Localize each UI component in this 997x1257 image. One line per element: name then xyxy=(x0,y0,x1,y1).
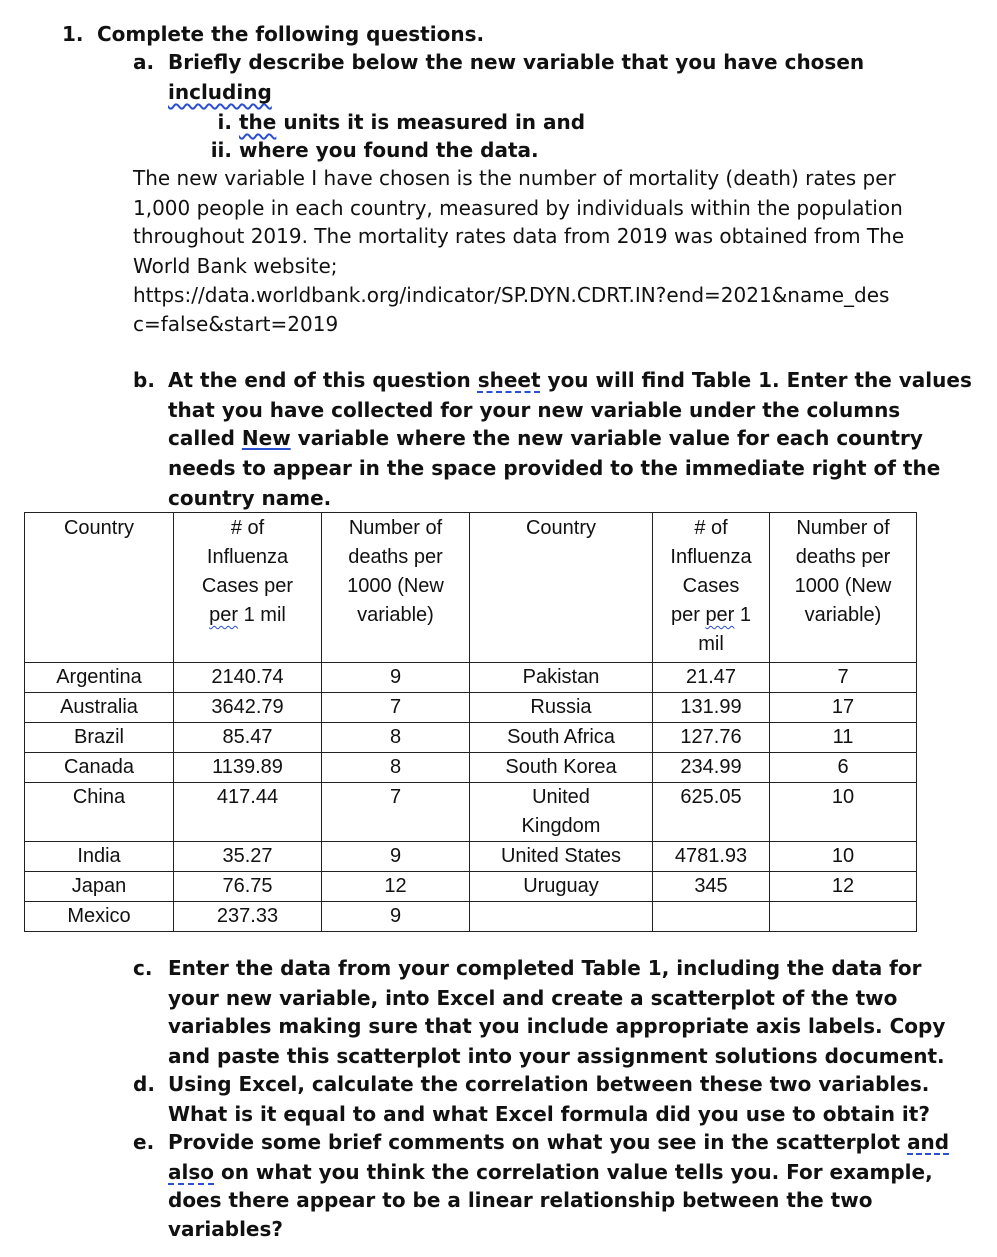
part-b-line3: called New variable where the new variable value for each country xyxy=(168,426,923,450)
deaths-cell: 10 xyxy=(770,842,917,872)
deaths-cell: 8 xyxy=(322,723,470,753)
answer-line-2: 1,000 people in each country, measured by individuals within the population xyxy=(133,196,903,220)
table-1 xyxy=(24,512,917,932)
country-cell: Argentina xyxy=(25,663,174,693)
header-influenza-right: # of Influenza Cases per per 1 mil xyxy=(653,513,770,663)
country-cell: Japan xyxy=(25,872,174,902)
deaths-cell: 9 xyxy=(322,902,470,932)
deaths-cell: 17 xyxy=(770,693,917,723)
part-e-line3: does there appear to be a linear relationship between the two xyxy=(168,1188,873,1212)
part-b-line2: that you have collected for your new variable under the columns xyxy=(168,398,901,422)
part-b-line5: country name. xyxy=(168,486,332,510)
deaths-cell: 12 xyxy=(770,872,917,902)
header-influenza-left: # of Influenza Cases per per 1 mil xyxy=(174,513,322,663)
part-c-line3: variables making sure that you include appropriate axis labels. Copy xyxy=(168,1014,946,1038)
influenza-cell: 1139.89 xyxy=(174,753,322,783)
question-1-number: 1. xyxy=(62,22,84,46)
part-a-line1: Briefly describe below the new variable that you have chosen xyxy=(168,50,865,74)
deaths-cell: 7 xyxy=(322,783,470,842)
part-a-item-i-num: i. xyxy=(217,110,232,134)
influenza-cell: 21.47 xyxy=(653,663,770,693)
question-1-heading: Complete the following questions. xyxy=(97,22,485,46)
influenza-cell: 234.99 xyxy=(653,753,770,783)
table-row xyxy=(25,902,917,932)
answer-line-4: World Bank website; xyxy=(133,254,338,278)
table-header-row xyxy=(25,513,917,663)
answer-url-line-2: c=false&start=2019 xyxy=(133,312,339,336)
country-cell: United Kingdom xyxy=(470,783,653,842)
deaths-cell: 12 xyxy=(322,872,470,902)
header-deaths-right: Number of deaths per 1000 (New variable) xyxy=(770,513,917,663)
part-e-line4: variables? xyxy=(168,1217,283,1241)
part-d-line2: What is it equal to and what Excel formula did you use to obtain it? xyxy=(168,1102,930,1126)
influenza-cell: 76.75 xyxy=(174,872,322,902)
country-cell: Russia xyxy=(470,693,653,723)
deaths-cell: 7 xyxy=(770,663,917,693)
part-e-letter: e. xyxy=(133,1130,155,1154)
table-row xyxy=(25,753,917,783)
part-a-item-ii-num: ii. xyxy=(210,138,232,162)
country-cell: South Africa xyxy=(470,723,653,753)
country-cell: Pakistan xyxy=(470,663,653,693)
influenza-cell: 417.44 xyxy=(174,783,322,842)
answer-line-3: throughout 2019. The mortality rates data from 2019 was obtained from The xyxy=(133,224,905,248)
deaths-cell xyxy=(770,902,917,932)
table-row xyxy=(25,783,917,842)
part-e-line1: Provide some brief comments on what you see in the scatterplot and xyxy=(168,1130,950,1154)
deaths-cell: 7 xyxy=(322,693,470,723)
country-cell: Canada xyxy=(25,753,174,783)
table-row xyxy=(25,663,917,693)
part-a-letter: a. xyxy=(133,50,155,74)
part-b-line4: needs to appear in the space provided to the immediate right of the xyxy=(168,456,941,480)
country-cell xyxy=(470,902,653,932)
country-cell: United States xyxy=(470,842,653,872)
influenza-cell: 2140.74 xyxy=(174,663,322,693)
country-cell: China xyxy=(25,783,174,842)
part-b-line1: At the end of this question sheet you will find Table 1. Enter the values xyxy=(168,368,972,392)
influenza-cell: 625.05 xyxy=(653,783,770,842)
country-cell: Mexico xyxy=(25,902,174,932)
influenza-cell: 131.99 xyxy=(653,693,770,723)
part-c-line1: Enter the data from your completed Table 1, including the data for xyxy=(168,956,922,980)
deaths-cell: 9 xyxy=(322,663,470,693)
part-e-line2: also on what you think the correlation value tells you. For example, xyxy=(168,1160,933,1184)
part-d-letter: d. xyxy=(133,1072,155,1096)
influenza-cell: 127.76 xyxy=(653,723,770,753)
deaths-cell: 10 xyxy=(770,783,917,842)
part-a-item-ii-text: where you found the data. xyxy=(239,138,539,162)
country-cell: Uruguay xyxy=(470,872,653,902)
part-d-line1: Using Excel, calculate the correlation between these two variables. xyxy=(168,1072,930,1096)
table-row xyxy=(25,723,917,753)
influenza-cell xyxy=(653,902,770,932)
deaths-cell: 11 xyxy=(770,723,917,753)
part-c-letter: c. xyxy=(133,956,153,980)
table-row xyxy=(25,872,917,902)
country-cell: Australia xyxy=(25,693,174,723)
deaths-cell: 8 xyxy=(322,753,470,783)
part-c-line4: and paste this scatterplot into your assignment solutions document. xyxy=(168,1044,945,1068)
influenza-cell: 4781.93 xyxy=(653,842,770,872)
header-country-left: Country xyxy=(25,513,174,663)
header-country-right: Country xyxy=(470,513,653,663)
country-cell: South Korea xyxy=(470,753,653,783)
table-row xyxy=(25,693,917,723)
influenza-cell: 35.27 xyxy=(174,842,322,872)
answer-line-1: The new variable I have chosen is the number of mortality (death) rates per xyxy=(133,166,896,190)
part-a-line2: including xyxy=(168,80,272,104)
influenza-cell: 345 xyxy=(653,872,770,902)
part-b-letter: b. xyxy=(133,368,155,392)
part-a-item-i-text: the units it is measured in and xyxy=(239,110,586,134)
influenza-cell: 85.47 xyxy=(174,723,322,753)
table-row xyxy=(25,842,917,872)
influenza-cell: 237.33 xyxy=(174,902,322,932)
influenza-cell: 3642.79 xyxy=(174,693,322,723)
deaths-cell: 9 xyxy=(322,842,470,872)
part-c-line2: your new variable, into Excel and create a scatterplot of the two xyxy=(168,986,898,1010)
header-deaths-left: Number of deaths per 1000 (New variable) xyxy=(322,513,470,663)
country-cell: India xyxy=(25,842,174,872)
deaths-cell: 6 xyxy=(770,753,917,783)
answer-url-line-1: https://data.worldbank.org/indicator/SP.DYN.CDRT.IN?end=2021&name_des xyxy=(133,283,890,307)
country-cell: Brazil xyxy=(25,723,174,753)
